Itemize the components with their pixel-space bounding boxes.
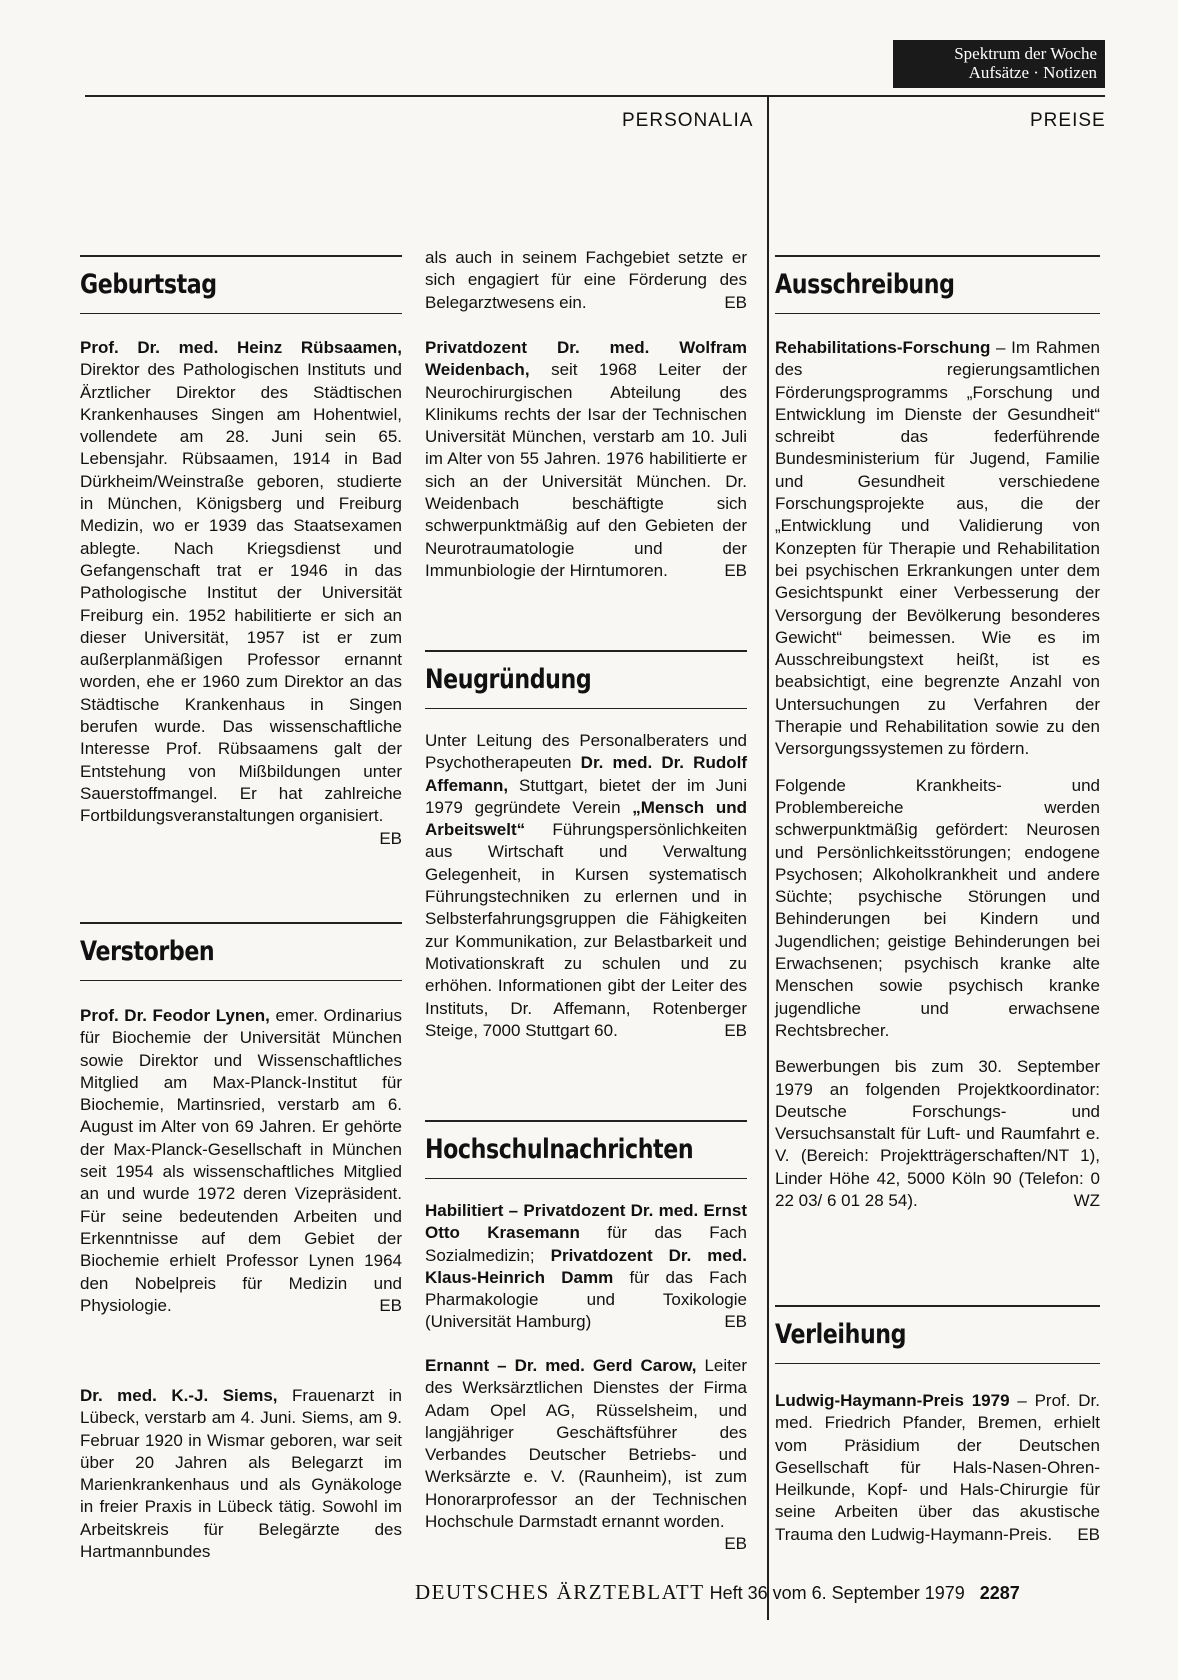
author-signature: EB: [724, 1312, 747, 1332]
author-signature: EB: [724, 1534, 747, 1554]
page-number: 2287: [979, 1583, 1020, 1603]
heading-title: Ausschreibung: [775, 269, 955, 300]
person-name: Prof. Dr. Feodor Lynen,: [80, 1006, 270, 1025]
page-footer: [415, 1580, 1105, 1605]
journal-name: DEUTSCHES ÄRZTEBLATT: [415, 1580, 705, 1604]
author-signature: WZ: [1073, 1190, 1100, 1210]
article-ruebsamen: [80, 337, 402, 850]
person-name: Dr. med. K.-J. Siems,: [80, 1386, 278, 1405]
article-body: für das Fach Sozialmedizin;: [425, 1223, 747, 1265]
article-body: Frauenarzt in Lübeck, verstarb am 4. Juni. Siems, am 9. Februar 1920 in Wismar geboren, war seit über 20 Jahren als Belegarzt im Marienkrankenhaus und als Gynäkologe in freier Praxis in Lübeck tätig. Sowohl im Arbeitskreis für Belegärzte des Hartmannbundes: [80, 1386, 402, 1562]
article-body: Direktor des Pathologischen Instituts und Ärztlicher Direktor des Städtischen Krankenhauses Singen am Hohentwiel, vollendete am 28. Juni sein 65. Lebensjahr. Rübsaamen, 1914 in Bad Dürkheim/Weinstraße geboren, studierte in München, Königsberg und Freiburg Medizin, wo er 1939 das Staatsexamen ablegte. Nach Kriegsdienst und Gefangenschaft trat er 1946 in das Pathologische Institut der Universität Freiburg ein. 1952 habilitierte er sich an dieser Universität, 1957 ist er zum außerplanmäßigen Professor ernannt worden, ehe er 1960 zum Direktor an das Städtische Krankenhaus in Singen berufen wurde. Das wissenschaftliche Interesse Prof. Rübsaamens galt der Entstehung von Mißbildungen unter Sauerstoffmangel. Er hat zahlreiche Fortbildungsveranstaltungen organisiert.: [80, 360, 402, 826]
article-siems: [80, 1385, 402, 1563]
announcement-lead: Ernannt – Dr. med. Gerd Carow,: [425, 1356, 697, 1375]
section-label-preise: PREISE: [1030, 110, 1106, 131]
author-signature: EB: [379, 1295, 402, 1315]
article-body: seit 1968 Leiter der Neurochirurgischen Abteilung des Klinikums rechts der Isar der Technischen Universität München, verstarb am 10. Juli im Alter von 55 Jahren. 1976 habilitierte er sich an der Universität München. Dr. Weidenbach beschäftigte sich schwerpunktmäßig auf den Gebieten der Neurotraumatologie und der Immunbiologie der Hirntumoren.: [425, 360, 747, 580]
heading-ausschreibung: [775, 255, 1100, 314]
top-rule: [85, 95, 1105, 97]
article-ausschreibung: [775, 337, 1100, 1212]
badge-line-2: Aufsätze · Notizen: [968, 63, 1097, 82]
announcement-lead: Ludwig-Haymann-Preis 1979: [775, 1391, 1010, 1410]
author-signature: EB: [379, 828, 402, 848]
article-body: Führungspersönlichkeiten aus Wirtschaft und Verwaltung Gelegenheit, in Kursen systematisch Führungstechniken zu erlernen und in Selbsterfahrungsgruppen die Fähigkeiten zur Kommunikation, zur Belastbarkeit und Motivationskraft zu schulen und zu erhöhen. Informationen gibt der Leiter des Instituts, Dr. Affemann, Rotenberger Steige, 7000 Stuttgart 60.: [425, 820, 747, 1040]
author-signature: EB: [724, 292, 747, 312]
announcement-lead: Rehabilitations-Forschung: [775, 338, 991, 357]
article-body: – Im Rahmen des regierungsamtlichen Förderungsprogramms „Forschung und Entwicklung im Dienste der Gesundheit“ schreibt das federführende Bundesministerium für Jugend, Familie und Gesundheit verschiedene Forschungsprojekte aus, die der „Entwicklung und Validierung von Konzepten für Therapie und Rehabilitation bei psychischen Erkrankungen unter dem Gesichtspunkt einer Verbesserung der Versorgung der Bevölkerung besonderes Gewicht“ beimessen. Wie es im Ausschreibungstext heißt, ist es beabsichtigt, eine begrenzte Anzahl von Untersuchungen zu Verfahren der Therapie und Rehabilitation sowie zu den Versorgungssystemen zu fördern.: [775, 338, 1100, 759]
heading-hochschulnachrichten: [425, 1120, 747, 1179]
author-signature: EB: [724, 1020, 747, 1040]
article-lynen: [80, 1005, 402, 1317]
article-verleihung: [775, 1390, 1100, 1546]
heading-neugruendung: [425, 650, 747, 709]
article-weidenbach: [425, 337, 747, 582]
association-name: „Mensch und Arbeitswelt“: [425, 797, 747, 840]
article-body: Bewerbungen bis zum 30. September 1979 an folgenden Projektkoordinator: Deutsche Forschungs- und Versuchsanstalt für Luft- und Raumfahrt e. V. (Bereich: Projektträgerschaften/NT 1), Linder Höhe 42, 5000 Köln 90 (Telefon: 0 22 03/ 6 01 28 54).: [775, 1057, 1100, 1210]
article-ernannt: [425, 1355, 747, 1556]
article-body: emer. Ordinarius für Biochemie der Universität München sowie Direktor und Wissenschaftliches Mitglied am Max-Planck-Institut für Biochemie, Martinsried, verstarb am 6. August im Alter von 69 Jahren. Er gehörte der Max-Planck-Gesellschaft in München seit 1954 als wissenschaftliches Mitglied an und wurde 1972 deren Vizepräsident. Für seine bedeutenden Arbeiten und Erkenntnisse auf dem Gebiet der Biochemie erhielt Professor Lynen 1964 den Nobelpreis für Medizin und Physiologie.: [80, 1006, 402, 1315]
announcement-lead: Habilitiert – Privatdozent Dr. med. Ernst Otto Krasemann: [425, 1201, 747, 1243]
article-body: Folgende Krankheits- und Problembereiche werden schwerpunktmäßig gefördert: Neurosen und Persönlichkeitsstörungen; endogene Psychosen; Alkoholkrankheit und andere Süchte; psychische Störungen und Behinderungen bei Kindern und Jugendlichen; geistige Behinderungen bei Erwachsenen; psychisch kranke alte Menschen sowie psychisch kranke jugendliche und erwachsene Rechtsbrecher.: [775, 775, 1100, 1040]
issue-info: Heft 36 vom 6. September 1979: [709, 1583, 965, 1603]
person-name: Dr. med. Dr. Rudolf Affemann,: [425, 753, 747, 795]
heading-verstorben: [80, 922, 402, 981]
heading-geburtstag: [80, 255, 402, 314]
article-body: Leiter des Werksärztlichen Dienstes der Firma Adam Opel AG, Rüsselsheim, und langjähriger Geschäftsführer des Verbandes Deutscher Betriebs- und Werksärzte e. V. (Raunheim), ist zum Honorarprofessor an der Technischen Hochschule Darmstadt ernannt worden.: [425, 1356, 747, 1532]
section-badge: [893, 40, 1105, 88]
person-name: Privatdozent Dr. med. Klaus-Heinrich Damm: [425, 1245, 747, 1287]
heading-title: Neugründung: [425, 664, 592, 695]
badge-line-1: Spektrum der Woche: [954, 44, 1097, 63]
article-habilitiert: [425, 1200, 747, 1334]
column-divider: [767, 95, 769, 1620]
heading-title: Geburtstag: [80, 269, 217, 300]
person-name: Prof. Dr. med. Heinz Rübsaamen,: [80, 338, 402, 357]
person-name: Privatdozent Dr. med. Wolfram Weidenbach,: [425, 338, 747, 380]
heading-verleihung: [775, 1305, 1100, 1364]
section-label-personalia: PERSONALIA: [622, 110, 754, 131]
article-body: für das Fach Pharmakologie und Toxikologie (Universität Hamburg): [425, 1267, 747, 1332]
heading-title: Verstorben: [80, 936, 215, 967]
author-signature: EB: [724, 560, 747, 580]
article-body: – Prof. Dr. med. Friedrich Pfander, Bremen, erhielt vom Präsidium der Deutschen Gesellschaft für Hals-Nasen-Ohren-Heilkunde, Kopf- und Hals-Chirurgie für seine Arbeiten über das akustische Trauma den Ludwig-Haymann-Preis.: [775, 1391, 1100, 1544]
heading-title: Verleihung: [775, 1319, 907, 1350]
article-body: Stuttgart, bietet der im Juni 1979 gegründete Verein: [425, 775, 747, 817]
article-siems-continued: [425, 247, 747, 314]
heading-title: Hochschulnachrichten: [425, 1134, 694, 1165]
article-intro: Unter Leitung des Personalberaters und Psychotherapeuten: [425, 731, 747, 773]
article-body: als auch in seinem Fachgebiet setzte er sich engagiert für eine Förderung des Belegarztwesens ein.: [425, 248, 747, 312]
article-affemann: [425, 730, 747, 1042]
author-signature: EB: [1077, 1524, 1100, 1544]
